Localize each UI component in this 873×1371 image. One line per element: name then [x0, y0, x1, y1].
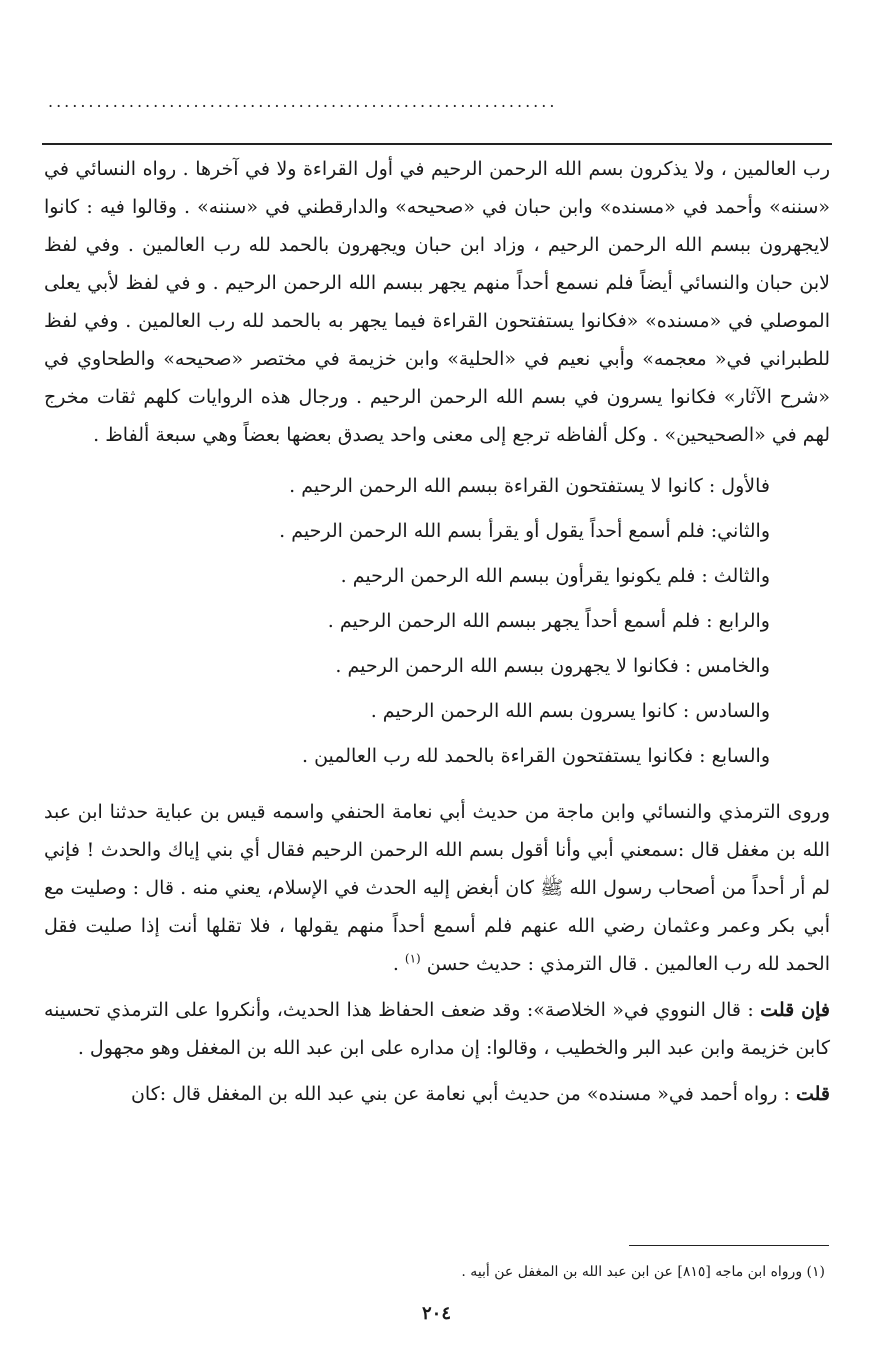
footnote-rule: [629, 1245, 829, 1246]
seven-wordings-list: [44, 464, 830, 779]
wording-item: والخامس : فكانوا لا يجهرون ببسم الله الرحمن الرحيم .: [335, 655, 770, 677]
wording-item: فالأول : كانوا لا يستفتحون القراءة ببسم الله الرحمن الرحيم .: [289, 475, 770, 497]
reply-text: : رواه أحمد في« مسنده» من حديث أبي نعامة عن بني عبد الله بن المغفل قال :كان: [130, 1083, 790, 1105]
header-rule: [42, 143, 832, 145]
hadith-text: وروى الترمذي والنسائي وابن ماجة من حديث أبي نعامة الحنفي واسمه قيس بن عباية حدثنا ابن عبد الله بن مغفل قال :سمعني أبي وأنا أقول بسم الله الرحمن الرحيم فقال أي بني إياك والحدث ! فإني لم أر أحداً من أصحاب رسول الله ﷺ كان أبغض إليه الحدث في الإسلام، يعني منه . قال : وصليت مع أبي بكر وعمر وعثمان رضي الله عنهم فلم أسمع أحداً منهم يقولها ، فلا تقلها أنت إذا صليت فقل الحمد لله رب العالمين . قال الترمذي : حديث حسن: [44, 801, 830, 975]
footnote-reference[interactable]: (١): [404, 951, 421, 966]
header-dotted-line: ...............................................................: [48, 92, 558, 111]
objection-paragraph: [44, 991, 830, 1067]
intro-paragraph: رب العالمين ، ولا يذكرون بسم الله الرحمن الرحيم في أول القراءة ولا في آخرها . رواه النسائي في «سننه» وأحمد في «مسنده» وابن حبان في «صحيحه» والدارقطني في «سننه» . وقالوا فيه : كانوا لايجهرون ببسم الله الرحمن الرحيم ، وزاد ابن حبان ويجهرون بالحمد لله رب العالمين . وفي لفظ لابن حبان والنسائي أيضاً فلم نسمع أحداً منهم يجهر ببسم الله الرحمن الرحيم . و في لفظ لأبي يعلى الموصلي في «مسنده» «فكانوا يستفتحون القراءة فيما يجهر به بالحمد لله رب العالمين . وفي لفظ للطبراني في« معجمه» وأبي نعيم في «الحلية» وابن خزيمة في مختصر «صحيحه» والطحاوي في «شرح الآثار» فكانوا يسرون في بسم الله الرحمن الرحيم . ورجال هذه الروايات كلهم ثقات مخرج لهم في «الصحيحين» . وكل ألفاظه ترجع إلى معنى واحد يصدق بعضها بعضاً وهي سبعة ألفاظ .: [44, 158, 830, 446]
reply-lead: قلت: [795, 1083, 830, 1105]
wording-item: والسادس : كانوا يسرون بسم الله الرحمن الرحيم .: [370, 700, 770, 722]
footnote-text: (١) ورواه ابن ماجه [٨١٥] عن ابن عبد الله بن المغفل عن أبيه .: [461, 1264, 825, 1280]
page-number: ٢٠٤: [421, 1303, 451, 1324]
main-text: [44, 150, 830, 1113]
wording-item: والثاني: فلم أسمع أحداً يقول أو يقرأ بسم الله الرحمن الرحيم .: [279, 520, 770, 542]
wording-item: والسابع : فكانوا يستفتحون القراءة بالحمد لله رب العالمين .: [301, 745, 770, 767]
wording-item: والثالث : فلم يكونوا يقرأون ببسم الله الرحمن الرحيم .: [340, 565, 770, 587]
objection-text: : قال النووي في« الخلاصة»: وقد ضعف الحفاظ هذا الحديث، وأنكروا على الترمذي تحسينه كابن خزيمة وابن عبد البر والخطيب ، وقالوا: إن مداره على ابن عبد الله بن المغفل وهو مجهول .: [44, 999, 830, 1059]
reply-paragraph: [44, 1075, 830, 1113]
wording-item: والرابع : فلم أسمع أحداً يجهر ببسم الله الرحمن الرحيم .: [327, 610, 770, 632]
objection-lead: فإن قلت: [760, 999, 831, 1021]
hadith-paragraph: وروى الترمذي والنسائي وابن ماجة من حديث أبي نعامة الحنفي واسمه قيس بن عباية حدثنا ابن عبد الله بن مغفل قال :سمعني أبي وأنا أقول بسم الله الرحمن الرحيم فقال أي بني إياك والحدث ! فإني لم أر أحداً من أصحاب رسول الله ﷺ كان أبغض إليه الحدث في الإسلام، يعني منه . قال : وصليت مع أبي بكر وعمر وعثمان رضي الله عنهم فلم أسمع أحداً منهم يقولها ، فلا تقلها أنت إذا صليت فقل الحمد لله رب العالمين . قال الترمذي : حديث حسن $^{(١)}$ .: [44, 801, 830, 975]
